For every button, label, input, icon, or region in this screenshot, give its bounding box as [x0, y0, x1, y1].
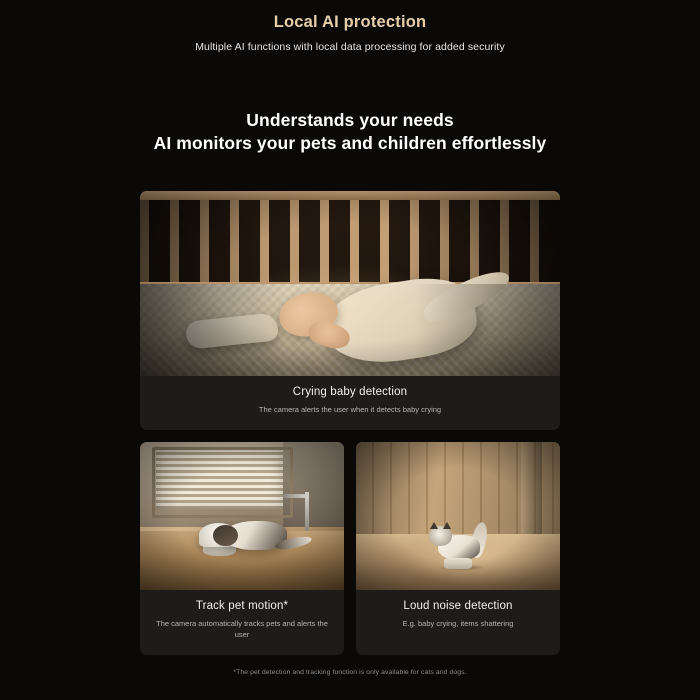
crying-baby-photo: [140, 191, 560, 376]
card-title: Loud noise detection: [403, 600, 513, 613]
window-frame: [152, 447, 293, 518]
crying-baby-caption: [140, 376, 560, 430]
card-description: E.g. baby crying, items shattering: [402, 619, 514, 629]
headline-secondary: AI monitors your pets and children effortlessly: [153, 133, 547, 154]
crib-top-rail: [140, 191, 560, 200]
card-title: Track pet motion*: [195, 600, 289, 613]
track-pet-photo: [140, 442, 344, 590]
section-eyebrow-title: Local AI protection: [273, 13, 427, 31]
loud-noise-caption: [356, 590, 560, 644]
feature-card-crying-baby: [140, 191, 560, 430]
faucet-stem: [305, 492, 309, 530]
cat-ear-left: [430, 522, 438, 529]
cat-legs: [444, 558, 473, 570]
card-description: The camera automatically tracks pets and alerts the user: [156, 619, 328, 639]
track-pet-caption: [140, 590, 344, 655]
feature-card-track-pet-motion: [140, 442, 344, 655]
loud-noise-photo: [356, 442, 560, 590]
card-description: The camera alerts the user when it detects baby crying: [258, 405, 442, 415]
section-eyebrow-subtitle: Multiple AI functions with local data processing for added security: [195, 41, 505, 53]
headline-block: [154, 109, 547, 155]
cat-ear-right: [443, 522, 451, 529]
feature-card-row: [140, 442, 560, 655]
cat-head: [213, 525, 237, 546]
feature-card-list: [140, 191, 560, 655]
page-footnote: *The pet detection and tracking function is only available for cats and dogs.: [233, 668, 467, 676]
faucet-arm: [283, 494, 310, 498]
wall-shading: [356, 442, 560, 537]
crib-mattress-shadow: [140, 284, 560, 377]
feature-card-loud-noise: [356, 442, 560, 655]
headline-primary: Understands your needs: [246, 110, 454, 130]
card-title: Crying baby detection: [292, 386, 408, 399]
